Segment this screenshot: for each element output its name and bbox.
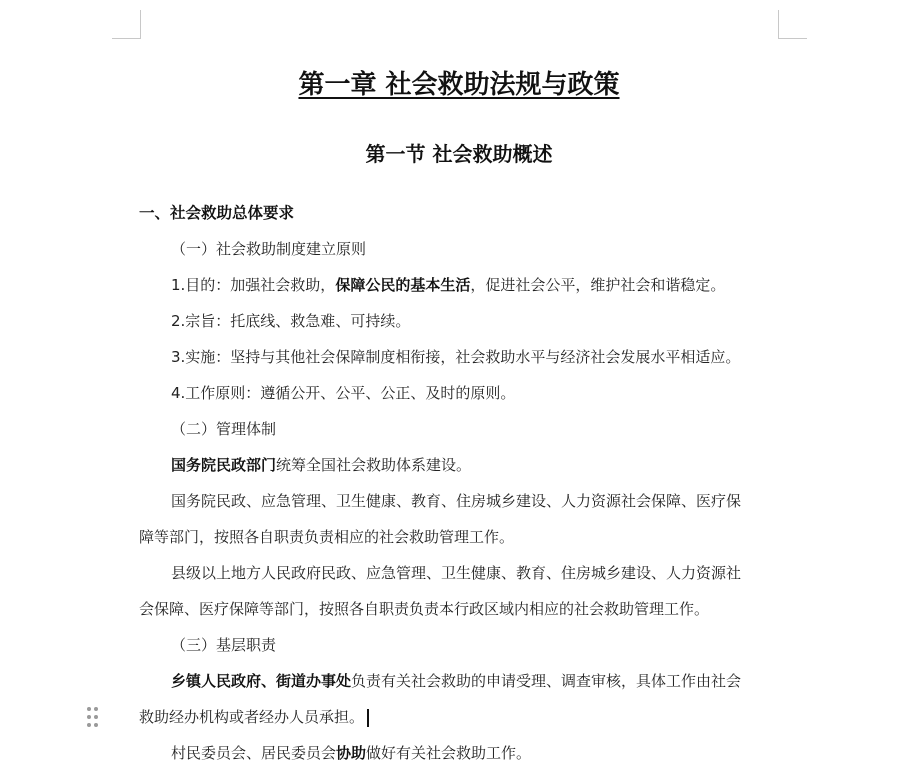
subheading-grassroots: （三）基层职责 [171, 636, 277, 654]
paragraph-committees-suffix: 做好有关社会救助工作。 [366, 744, 532, 762]
paragraph-township-bold: 乡镇人民政府、街道办事处 [171, 672, 352, 690]
page-corner-mark-top-right [778, 10, 807, 39]
page-corner-mark-top-left [112, 10, 141, 39]
heading-level1: 一、社会救助总体要求 [139, 204, 295, 222]
subheading-management: （二）管理体制 [171, 420, 277, 438]
paragraph-committees-prefix: 村民委员会、居民委员会 [171, 744, 337, 762]
list-item-purpose-prefix: 1.目的：加强社会救助， [171, 276, 336, 294]
paragraph-local-line2: 会保障、医疗保障等部门，按照各自职责负责本行政区域内相应的社会救助管理工作。 [139, 600, 710, 618]
subheading-principles: （一）社会救助制度建立原则 [171, 240, 367, 258]
paragraph-local-line1: 县级以上地方人民政府民政、应急管理、卫生健康、教育、住房城乡建设、人力资源社 [171, 564, 742, 582]
paragraph-state-council [171, 455, 821, 475]
list-item-purpose [171, 275, 821, 295]
chapter-title: 第一章 社会救助法规与政策 [298, 70, 620, 100]
paragraph-township-line2-text: 救助经办机构或者经办人员承担。 [139, 708, 365, 726]
paragraph-township-rest: 负责有关社会救助的申请受理、调查审核，具体工作由社会 [351, 672, 742, 690]
paragraph-committees-bold: 协助 [336, 744, 367, 762]
text-cursor-icon [367, 709, 369, 727]
paragraph-township-line1 [171, 671, 821, 691]
list-item-purpose-suffix: ，促进社会公平，维护社会和谐稳定。 [470, 276, 726, 294]
paragraph-departments-line1: 国务院民政、应急管理、卫生健康、教育、住房城乡建设、人力资源社会保障、医疗保 [171, 492, 742, 510]
paragraph-departments-line2: 障等部门，按照各自职责负责相应的社会救助管理工作。 [139, 528, 515, 546]
drag-handle-icon[interactable] [86, 707, 100, 729]
list-item-tenet: 2.宗旨：托底线、救急难、可持续。 [171, 312, 411, 330]
list-item-work-principle: 4.工作原则：遵循公开、公平、公正、及时的原则。 [171, 384, 516, 402]
paragraph-state-council-bold: 国务院民政部门 [171, 456, 277, 474]
section-title: 第一节 社会救助概述 [365, 142, 553, 166]
paragraph-township-line2[interactable] [139, 707, 789, 727]
paragraph-committees [171, 743, 821, 763]
list-item-implementation: 3.实施：坚持与其他社会保障制度相衔接，社会救助水平与经济社会发展水平相适应。 [171, 348, 741, 366]
list-item-purpose-bold: 保障公民的基本生活 [335, 276, 471, 294]
paragraph-state-council-rest: 统筹全国社会救助体系建设。 [276, 456, 472, 474]
